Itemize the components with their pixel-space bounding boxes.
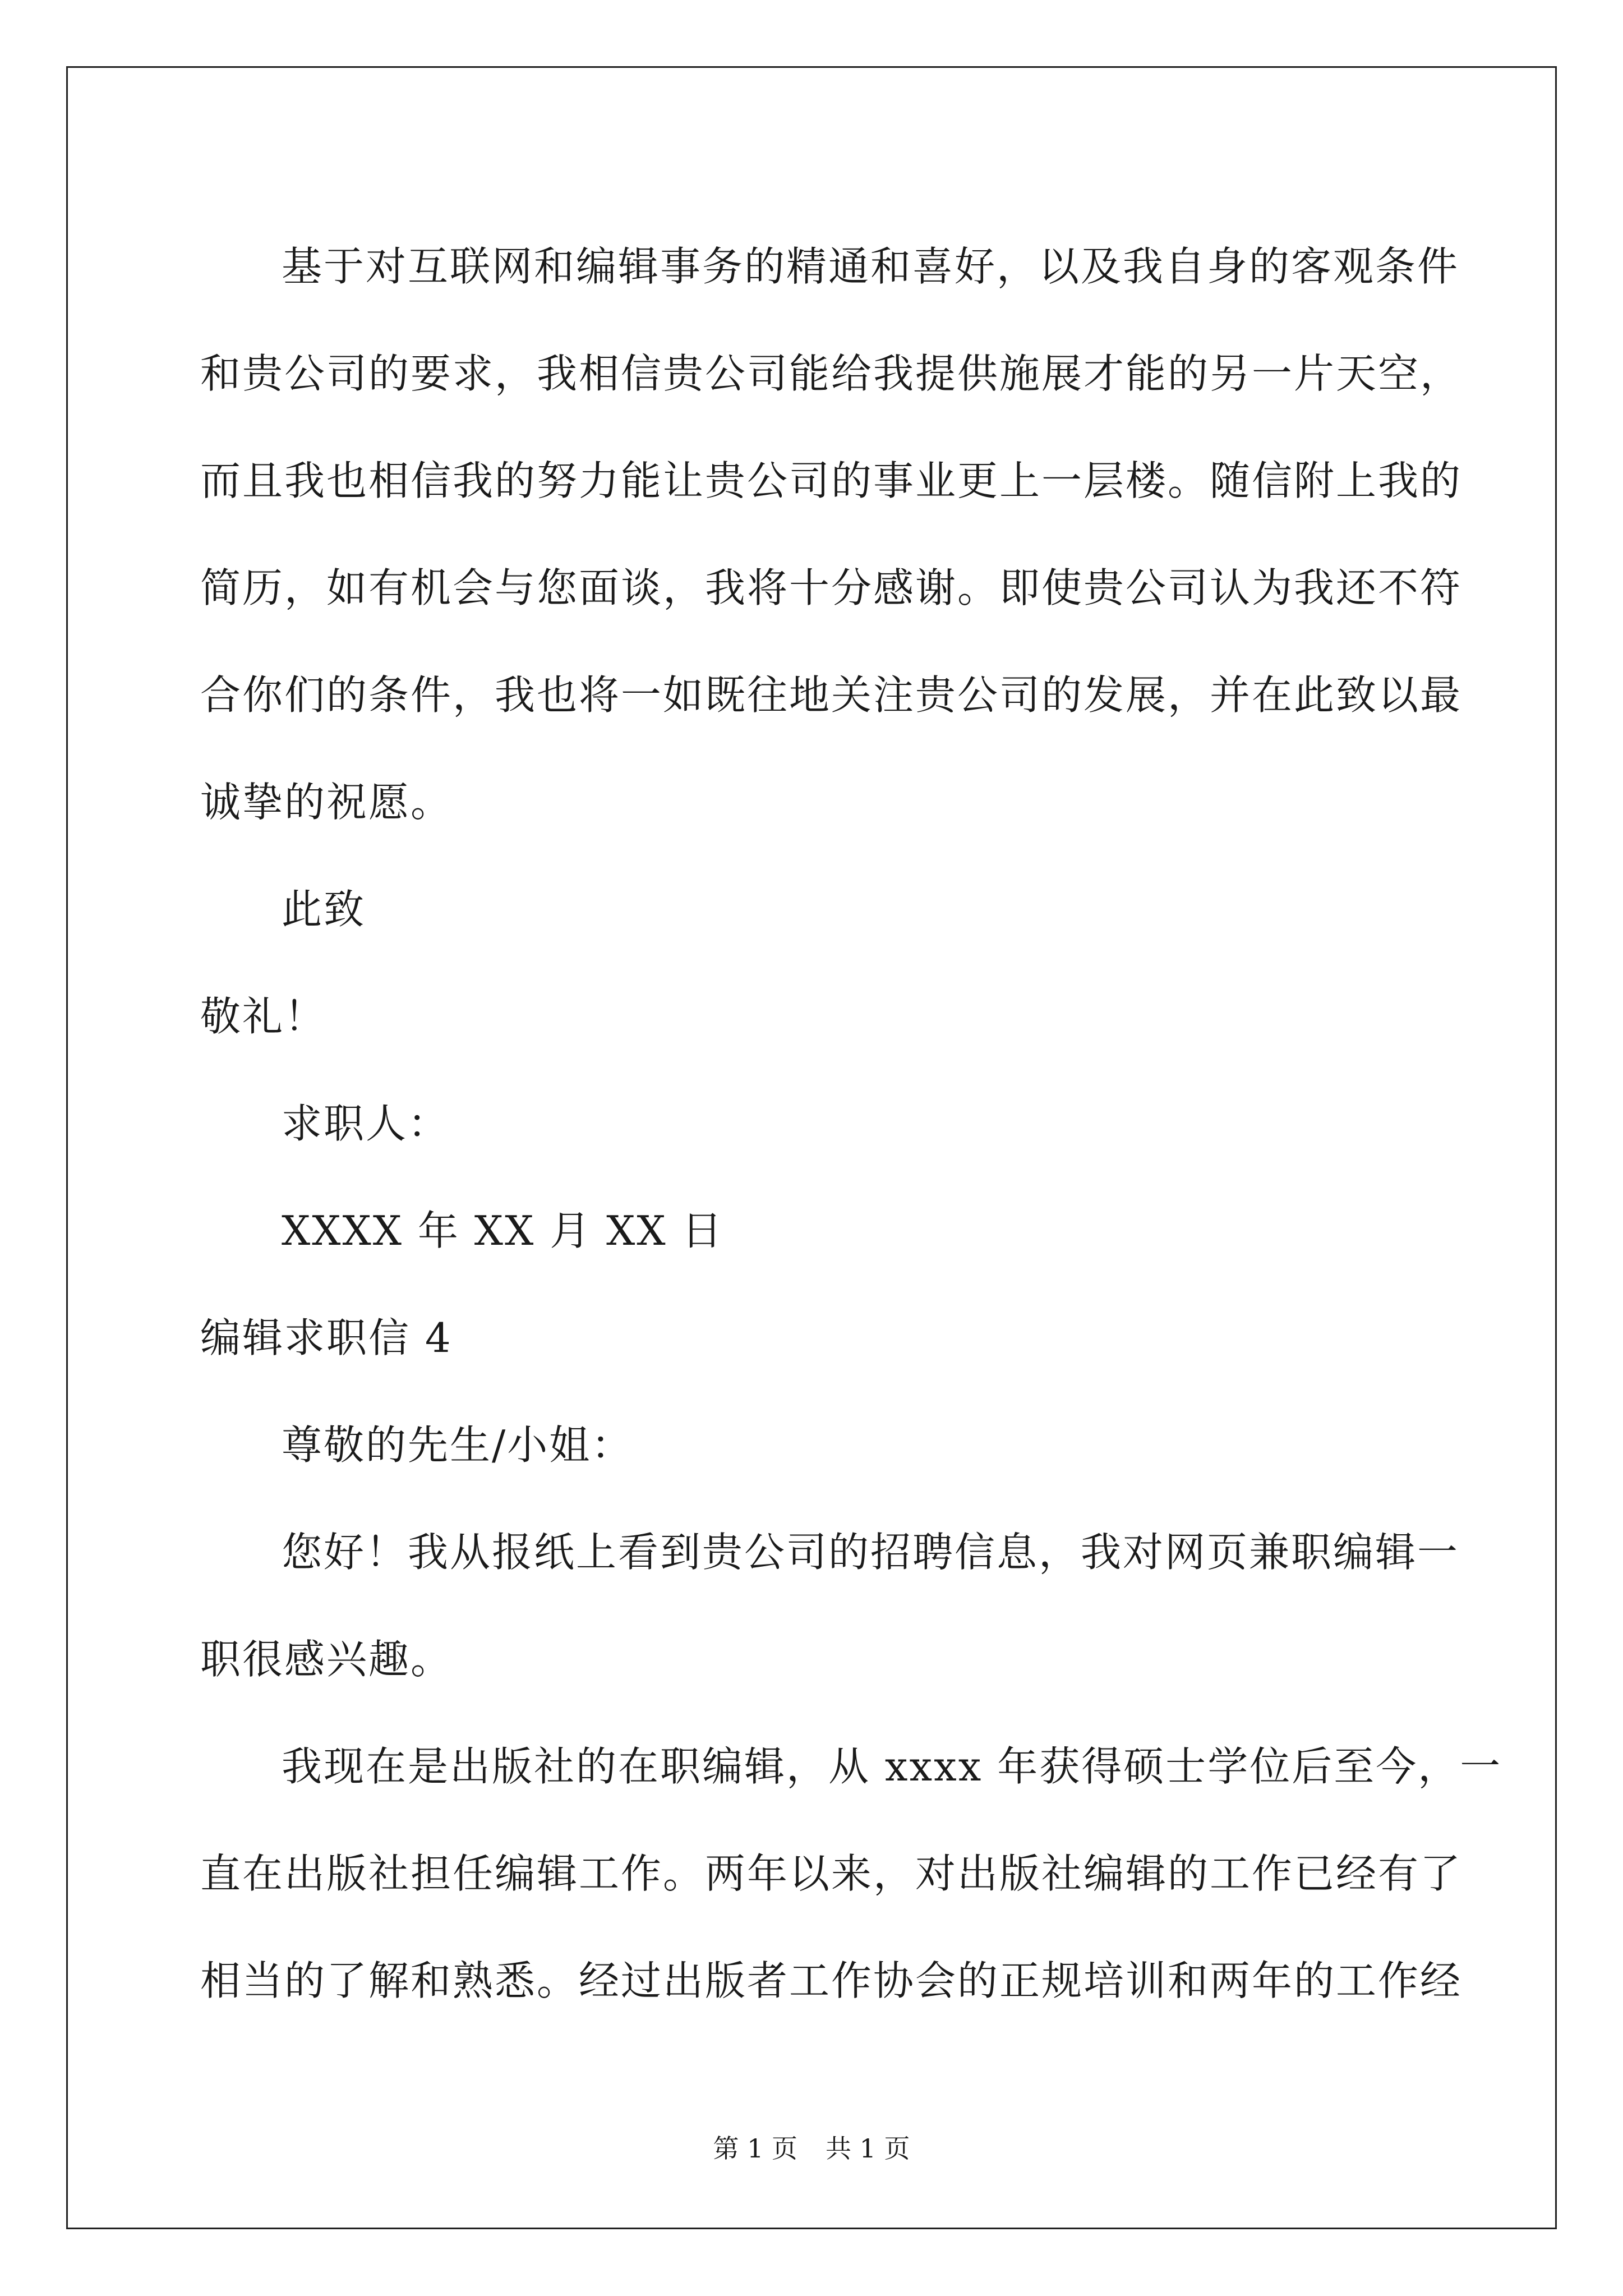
paragraph-line: 诚挚的祝愿。 (200, 779, 453, 826)
paragraph-line: 相当的了解和熟悉。经过出版者工作协会的正规培训和两年的工作经 (200, 1957, 1463, 2004)
section-heading: 编辑求职信 4 (200, 1314, 453, 1361)
paragraph-line: 基于对互联网和编辑事务的精通和喜好，以及我自身的客观条件 (282, 243, 1460, 290)
page-number-current: 第 1 页 (713, 2133, 797, 2164)
paragraph-line: 职很感兴趣。 (200, 1636, 453, 1683)
page-number-total: 共 1 页 (826, 2133, 910, 2164)
closing-salutation: 此致 (282, 886, 366, 933)
page-footer (0, 2132, 1623, 2165)
paragraph-line: 而且我也相信我的努力能让贵公司的事业更上一层楼。随信附上我的 (200, 457, 1463, 504)
paragraph-line: 您好！我从报纸上看到贵公司的招聘信息，我对网页兼职编辑一 (282, 1529, 1460, 1576)
closing-regards: 敬礼！ (200, 993, 327, 1040)
paragraph-line: 简历，如有机会与您面谈，我将十分感谢。即使贵公司认为我还不符 (200, 564, 1463, 611)
paragraph-line: 合你们的条件，我也将一如既往地关注贵公司的发展，并在此致以最 (200, 671, 1463, 719)
greeting: 尊敬的先生/小姐： (282, 1421, 634, 1469)
paragraph-line: 直在出版社担任编辑工作。两年以来，对出版社编辑的工作已经有了 (200, 1850, 1463, 1897)
signature-date: XXXX 年 XX 月 XX 日 (282, 1207, 724, 1254)
signature-applicant: 求职人： (282, 1100, 450, 1147)
paragraph-line: 我现在是出版社的在职编辑，从 xxxx 年获得硕士学位后至今，一 (282, 1743, 1502, 1790)
document-body (200, 213, 1502, 2035)
paragraph-line: 和贵公司的要求，我相信贵公司能给我提供施展才能的另一片天空， (200, 350, 1463, 397)
